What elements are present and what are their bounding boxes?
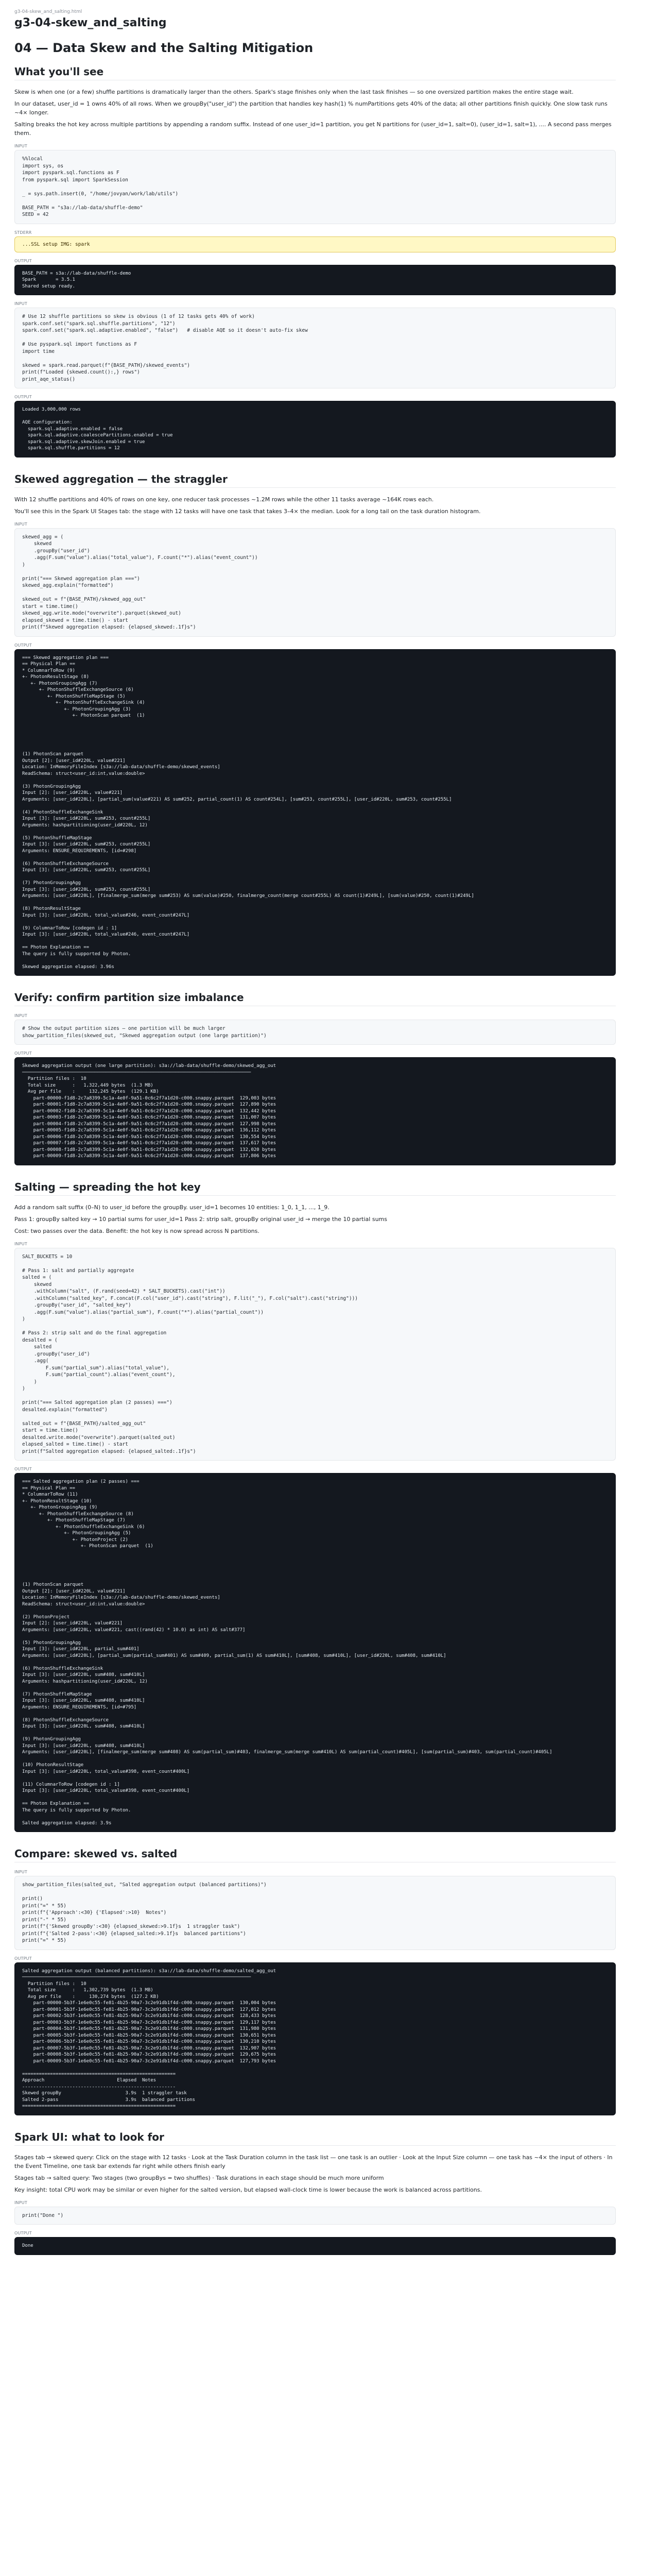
code-cell-salted-agg[interactable]: SALT_BUCKETS = 10 # Pass 1: salt and partially aggregate salted = ( skewed .withColumn("salt", (F.rand(seed=42) * SALT_BUCKETS).cast("int")) .withColumn("salted_key", F.concat(F.col("user_id").cast("string"), F.lit("_"), F.col("salt").cast("string"))) .groupBy("user_id", "salted_key") .agg(F.sum("value").alias("partial_sum"), F.count("*").alias("partial_count")) ) # Pass 2: strip salt and do the final aggregation desalted = ( salted .groupBy("user_id") .agg( F.sum("partial_sum").alias("total_value"), F.sum("partial_count").alias("event_count"), ) ) print("=== Salted aggregation plan (2 passes) ===") desalted.explain("formatted") salted_out = f"{BASE_PATH}/salted_agg_out" start = time.time() desalted.write.mode("overwrite").parquet(salted_out) elapsed_salted = time.time() - start print(f"Salted aggregation elapsed: {elapsed_salted:.1f}s") [14, 1248, 616, 1461]
cell-label: INPUT [14, 144, 27, 148]
section-heading-spark-ui: Spark UI: what to look for [14, 2131, 616, 2146]
cell-label: OUTPUT [14, 1467, 32, 1471]
breadcrumb: g3-04-skew_and_salting.html [14, 9, 82, 14]
cell-label: INPUT [14, 1013, 27, 1018]
section-heading-verify: Verify: confirm partition size imbalance [14, 991, 616, 1006]
salting-paragraph-1: Add a random salt suffix (0–N) to user_id before the groupBy. user_id=1 becomes 10 entities: 1_0, 1_1, ..., 1_9. [14, 1204, 330, 1211]
code-cell-show-partitions[interactable]: # Show the output partition sizes — one partition will be much larger show_partition_files(skewed_out, "Skewed aggregation output (one large partition)") [14, 1020, 616, 1045]
section-heading-skewed-aggregation: Skewed aggregation — the straggler [14, 473, 616, 488]
page-title: 04 — Data Skew and the Salting Mitigation [14, 41, 314, 55]
skew-paragraph-2: You'll see this in the Spark UI Stages tab: the stage with 12 tasks will have one task that takes 3–4× the median. Look for a long tail on the task duration histogram. [14, 507, 481, 515]
spark-ui-paragraph-2: Stages tab → salted query: Two stages (two groupBys = two shuffles) · Task durations in each stage should be much more uniform [14, 2174, 384, 2181]
intro-paragraph-1: Skew is when one (or a few) shuffle partitions is dramatically larger than the others. Spark's stage finishes only when the last task finishes — so one oversized partition makes the entire stage wait. [14, 89, 574, 95]
intro-paragraph-3: Salting breaks the hot key across multiple partitions by appending a random suffix. Instead of one user_id=1 partition, you get N partitions for (user_id=1, salt=0), (user_id=1, salt=1), .... A second pass merges them. [14, 121, 612, 137]
code-cell-done[interactable]: print("Done ") [14, 2207, 616, 2225]
output-cell-skewed-plan: === Skewed aggregation plan === == Physical Plan == * ColumnarToRow (9) +- PhotonResultStage (8) +- PhotonGroupingAgg (7) +- PhotonShuffleExchangeSource (6) +- PhotonShuffleMapStage (5) +- PhotonShuffleExchangeSink (4) +- PhotonGroupingAgg (3) +- PhotonScan parquet (1) (1) PhotonScan parquet Output [2]: [user_id#220L, value#221] Location: InMemoryFileIndex [s3a://lab-data/shuffle-demo/skewed_events] ReadSchema: struct<user_id:int,value:double> (3) PhotonGroupingAgg Input [2]: [user_id#220L, value#221] Arguments: [user_id#220L], [partial_sum(value#221) AS sum#252, partial_count(1) AS count#254L], [sum#253, count#255L], [user_id#220L, sum#253, count#255L] (4) PhotonShuffleExchangeSink Input [3]: [user_id#220L, sum#253, count#255L] Arguments: hashpartitioning(user_id#220L, 12) (5) PhotonShuffleMapStage Input [3]: [user_id#220L, sum#253, count#255L] Arguments: ENSURE_REQUIREMENTS, [id=#298] (6) PhotonShuffleExchangeSource Input [3]: [user_id#220L, sum#253, count#255L] (7) PhotonGroupingAgg Input [3]: [user_id#220L, sum#253, count#255L] Arguments: [user_id#220L], [finalmerge_sum(merge sum#253) AS sum(value)#250, finalmerge_count(merge count#255L) AS count(1)#249L], [sum(value)#250, count(1)#249L] (8) PhotonResultStage Input [3]: [user_id#220L, total_value#246, event_count#247L] (9) ColumnarToRow [codegen id : 1] Input [3]: [user_id#220L, total_value#246, event_count#247L] == Photon Explanation == The query is fully supported by Photon. Skewed aggregation elapsed: 3.96s [14, 649, 616, 976]
code-cell-compare[interactable]: show_partition_files(salted_out, "Salted aggregation output (balanced partitions)") print() print("=" * 55) print(f"{'Approach':<30} {'Elapsed':>10} Notes") print("-" * 55) print(f"{'Skewed groupBy':<30} {elapsed_skewed:>9.1f}s 1 straggler task") print(f"{'Salted 2-pass':<30} {elapsed_salted:>9.1f}s balanced partitions") print("=" * 55) [14, 1876, 616, 1950]
cell-label: INPUT [14, 521, 27, 527]
section-heading-compare: Compare: skewed vs. salted [14, 1848, 616, 1862]
output-cell-salted-plan: === Salted aggregation plan (2 passes) === == Physical Plan == * ColumnarToRow (11) +- PhotonResultStage (10) +- PhotonGroupingAgg (9) +- PhotonShuffleExchangeSource (8) +- PhotonShuffleMapStage (7) +- PhotonShuffleExchangeSink (6) +- PhotonGroupingAgg (5) +- PhotonProject (2) +- PhotonScan parquet (1) (1) PhotonScan parquet Output [2]: [user_id#220L, value#221] Location: InMemoryFileIndex [s3a://lab-data/shuffle-demo/skewed_events] ReadSchema: struct<user_id:int,value:double> (2) PhotonProject Input [2]: [user_id#220L, value#221] Arguments: [user_id#220L, value#221, cast((rand(42) * 10.0) as int) AS salt#377] (5) PhotonGroupingAgg Input [3]: [user_id#220L, partial_sum#401] Arguments: [user_id#220L], [partial_sum(partial_sum#401) AS sum#409, partial_sum(1) AS sum#410L], [sum#408, sum#410L], [user_id#220L, sum#408, sum#410L] (6) PhotonShuffleExchangeSink Input [3]: [user_id#220L, sum#408, sum#410L] Arguments: hashpartitioning(user_id#220L, 12) (7) PhotonShuffleMapStage Input [3]: [user_id#220L, sum#408, sum#410L] Arguments: ENSURE_REQUIREMENTS, [id=#795] (8) PhotonShuffleExchangeSource Input [3]: [user_id#220L, sum#408, sum#410L] (9) PhotonGroupingAgg Input [3]: [user_id#220L, sum#408, sum#410L] Arguments: [user_id#220L], [finalmerge_sum(merge sum#408) AS sum(partial_sum)#403, finalmerge_sum(merge sum#410L) AS sum(partial_count)#405L], [sum(partial_sum)#403, sum(partial_count)#405L] (10) PhotonResultStage Input [3]: [user_id#220L, total_value#398, event_count#400L] (11) ColumnarToRow [codegen id : 1] Input [3]: [user_id#220L, total_value#398, event_count#400L] == Photon Explanation == The query is fully supported by Photon. Salted aggregation elapsed: 3.9s [14, 1473, 616, 1832]
output-cell-skewed-partitions: Skewed aggregation output (one large partition): s3a://lab-data/shuffle-demo/skewed_agg_out ────────────────────────────────────────────────────────────────────────────────── Partition files : 10 Total size : 1,322,449 bytes (1.3 MB) Avg per file : 132,245 bytes (129.1 KB) part-00000-f1d8-2c7a8399-5c1a-4e0f-9a51-0c6c2f7a1d20-c000.snappy.parquet 129,003 bytes part-00001-f1d8-2c7a8399-5c1a-4e0f-9a51-0c6c2f7a1d20-c000.snappy.parquet 127,890 bytes part-00002-f1d8-2c7a8399-5c1a-4e0f-9a51-0c6c2f7a1d20-c000.snappy.parquet 132,442 bytes part-00003-f1d8-2c7a8399-5c1a-4e0f-9a51-0c6c2f7a1d20-c000.snappy.parquet 131,007 bytes part-00004-f1d8-2c7a8399-5c1a-4e0f-9a51-0c6c2f7a1d20-c000.snappy.parquet 127,998 bytes part-00005-f1d8-2c7a8399-5c1a-4e0f-9a51-0c6c2f7a1d20-c000.snappy.parquet 136,112 bytes part-00006-f1d8-2c7a8399-5c1a-4e0f-9a51-0c6c2f7a1d20-c000.snappy.parquet 130,554 bytes part-00007-f1d8-2c7a8399-5c1a-4e0f-9a51-0c6c2f7a1d20-c000.snappy.parquet 137,617 bytes part-00008-f1d8-2c7a8399-5c1a-4e0f-9a51-0c6c2f7a1d20-c000.snappy.parquet 132,020 bytes part-00009-f1d8-2c7a8399-5c1a-4e0f-9a51-0c6c2f7a1d20-c000.snappy.parquet 137,806 bytes [14, 1057, 616, 1165]
section-heading-salting: Salting — spreading the hot key [14, 1181, 616, 1196]
cell-label: OUTPUT [14, 1956, 32, 1961]
cell-label: INPUT [14, 301, 27, 306]
intro-paragraph-2: In our dataset, user_id = 1 owns 40% of all rows. When we groupBy("user_id") the partition that handles key hash(1) % numPartitions gets 40% of the data; all other partitions finish quickly. One slow task runs ~4× longer. [14, 100, 608, 116]
code-cell-skewed-agg[interactable]: skewed_agg = ( skewed .groupBy("user_id") .agg(F.sum("value").alias("total_value"), F.count("*").alias("event_count")) ) print("=== Skewed aggregation plan ===") skewed_agg.explain("formatted") skewed_out = f"{BASE_PATH}/skewed_agg_out" start = time.time() skewed_agg.write.mode("overwrite").parquet(skewed_out) elapsed_skewed = time.time() - start print(f"Skewed aggregation elapsed: {elapsed_skewed:.1f}s") [14, 528, 616, 637]
cell-label: INPUT [14, 1241, 27, 1246]
code-cell-setup[interactable]: %%local import sys, os import pyspark.sql.functions as F from pyspark.sql import SparkSession _ = sys.path.insert(0, "/home/jovyan/work/lab/utils") BASE_PATH = "s3a://lab-data/shuffle-demo" SEED = 42 [14, 150, 616, 224]
output-cell-compare: Salted aggregation output (balanced partitions): s3a://lab-data/shuffle-demo/salted_agg_out ────────────────────────────────────────────────────────────────────────────────── Partition files : 10 Total size : 1,302,739 bytes (1.3 MB) Avg per file : 130,274 bytes (127.2 KB) part-00000-5b3f-1e6e0c55-fe81-4b25-90a7-3c2e91db1f4d-c000.snappy.parquet 130,004 bytes part-00001-5b3f-1e6e0c55-fe81-4b25-90a7-3c2e91db1f4d-c000.snappy.parquet 127,012 bytes part-00002-5b3f-1e6e0c55-fe81-4b25-90a7-3c2e91db1f4d-c000.snappy.parquet 128,433 bytes part-00003-5b3f-1e6e0c55-fe81-4b25-90a7-3c2e91db1f4d-c000.snappy.parquet 129,117 bytes part-00004-5b3f-1e6e0c55-fe81-4b25-90a7-3c2e91db1f4d-c000.snappy.parquet 131,980 bytes part-00005-5b3f-1e6e0c55-fe81-4b25-90a7-3c2e91db1f4d-c000.snappy.parquet 130,651 bytes part-00006-5b3f-1e6e0c55-fe81-4b25-90a7-3c2e91db1f4d-c000.snappy.parquet 130,210 bytes part-00007-5b3f-1e6e0c55-fe81-4b25-90a7-3c2e91db1f4d-c000.snappy.parquet 132,907 bytes part-00008-5b3f-1e6e0c55-fe81-4b25-90a7-3c2e91db1f4d-c000.snappy.parquet 129,675 bytes part-00009-5b3f-1e6e0c55-fe81-4b25-90a7-3c2e91db1f4d-c000.snappy.parquet 127,793 bytes ======================================================= Approach Elapsed Notes ------------------------------------------------------- Skewed groupBy 3.9s 1 straggler task Salted 2-pass 3.9s balanced partitions ======================================================= [14, 1962, 616, 2115]
cell-label: STDERR [14, 230, 32, 235]
output-cell-config: Loaded 3,000,000 rows AQE configuration: spark.sql.adaptive.enabled = false spark.sql.adaptive.coalescePartitions.enabled = true spark.sql.adaptive.skewJoin.enabled = true spark.sql.shuffle.partitions = 12 [14, 401, 616, 457]
cell-label: OUTPUT [14, 258, 32, 263]
cell-label: OUTPUT [14, 2231, 32, 2235]
output-cell-done: Done [14, 2237, 616, 2255]
spark-ui-paragraph-3: Key insight: total CPU work may be similar or even higher for the salted version, but elapsed wall-clock time is lower because the work is balanced across partitions. [14, 2186, 482, 2193]
salting-paragraph-2: Pass 1: groupBy salted key → 10 partial sums for user_id=1 Pass 2: strip salt, groupBy original user_id → merge the 10 partial sums [14, 1215, 387, 1223]
code-cell-config[interactable]: # Use 12 shuffle partitions so skew is obvious (1 of 12 tasks gets 40% of work) spark.conf.set("spark.sql.shuffle.partitions", "12") spark.conf.set("spark.sql.adaptive.enabled", "false") # disable AQE so it doesn't auto-fix skew # Use pyspark.sql import functions as F import time skewed = spark.read.parquet(f"{BASE_PATH}/skewed_events") print(f"Loaded {skewed.count():,} rows") print_aqe_status() [14, 308, 616, 388]
salting-paragraph-3: Cost: two passes over the data. Benefit: the hot key is now spread across N partitions. [14, 1227, 259, 1234]
skew-paragraph-1: With 12 shuffle partitions and 40% of rows on one key, one reducer task processes ~1.2M rows while the other 11 tasks average ~164K rows each. [14, 496, 434, 503]
cell-label: INPUT [14, 1870, 27, 1874]
section-heading-what-youll-see: What you'll see [14, 65, 616, 80]
cell-label: OUTPUT [14, 395, 32, 399]
doc-title: g3-04-skew_and_salting [14, 16, 167, 29]
cell-label: OUTPUT [14, 1051, 32, 1056]
spark-ui-paragraph-1: Stages tab → skewed query: Click on the stage with 12 tasks · Look at the Task Duration column in the task list — one task is an outlier · Look at the Input Size column — one task has ~4× the input of others · In the Event Timeline, one task bar extends far right while others finish early [14, 2154, 613, 2170]
cell-label: OUTPUT [14, 642, 32, 648]
stderr-cell-setup: ...SSL setup IMG: spark [14, 236, 616, 252]
output-cell-setup: BASE_PATH = s3a://lab-data/shuffle-demo Spark = 3.5.1 Shared setup ready. [14, 265, 616, 296]
cell-label: INPUT [14, 2200, 27, 2205]
